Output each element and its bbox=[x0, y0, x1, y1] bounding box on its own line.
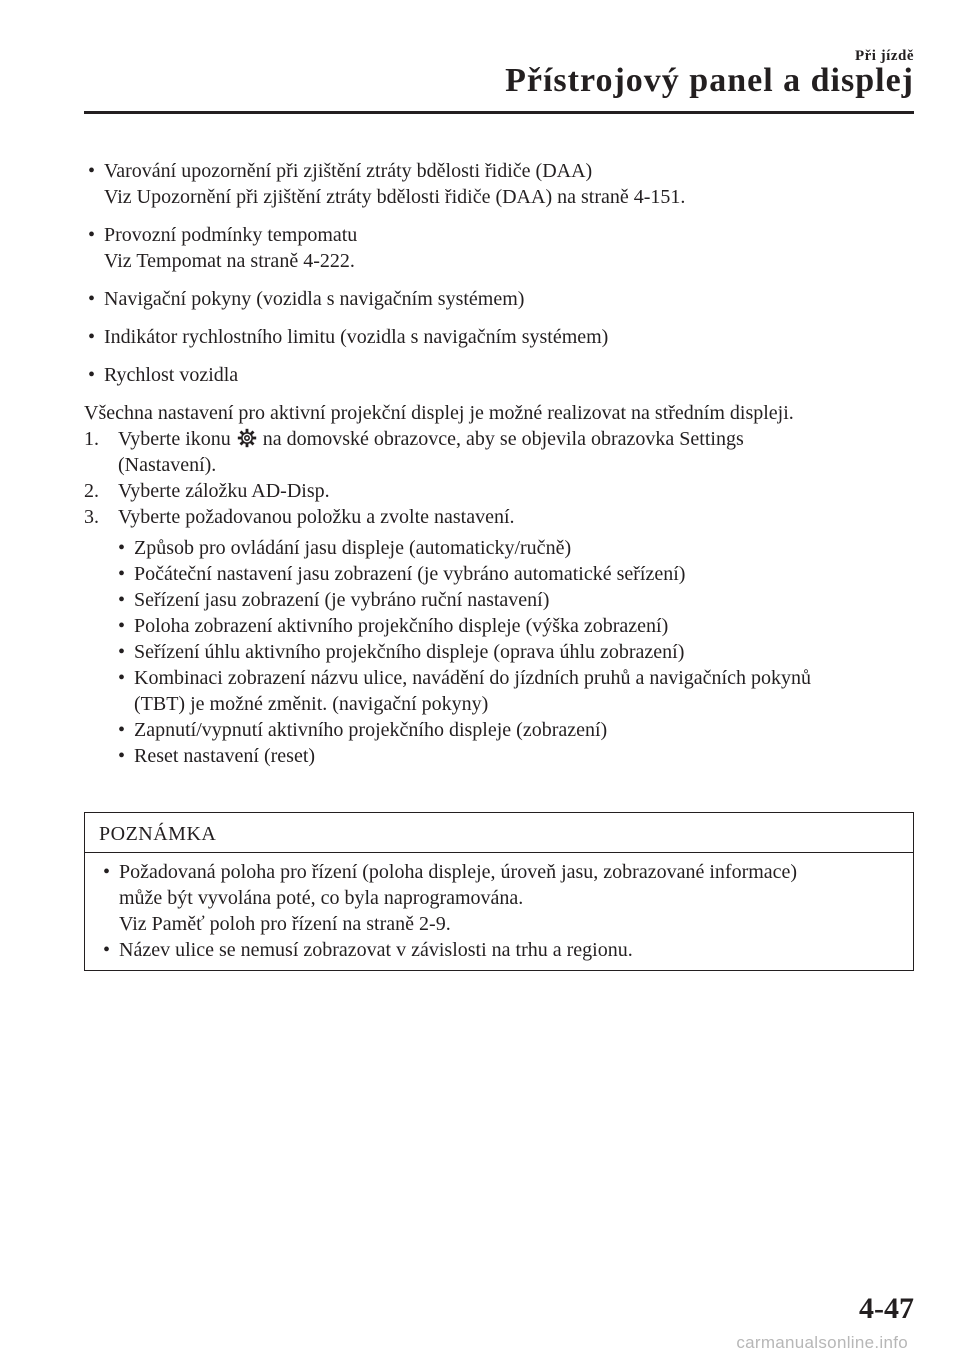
bullet-dot: • bbox=[88, 326, 96, 348]
note-text-line2: může být vyvolána poté, co byla naprogramována. bbox=[119, 887, 524, 909]
list-item bbox=[84, 324, 914, 350]
bullet-dot: • bbox=[118, 537, 126, 559]
note-cross-reference: Viz Paměť poloh pro řízení na straně 2-9. bbox=[119, 913, 451, 935]
option-item bbox=[114, 717, 914, 743]
option-item bbox=[114, 587, 914, 613]
bullet-dot: • bbox=[88, 160, 96, 182]
header-rule bbox=[84, 111, 914, 114]
cross-reference: Viz Upozornění při zjištění ztráty bdělosti řidiče (DAA) na straně 4-151. bbox=[104, 186, 686, 208]
list-item bbox=[84, 286, 914, 312]
option-text-line2: (TBT) je možné změnit. (navigační pokyny) bbox=[134, 693, 489, 715]
option-text: Počáteční nastavení jasu zobrazení (je vybráno automatické seřízení) bbox=[134, 563, 686, 585]
step-item bbox=[84, 504, 914, 530]
bullet-dot: • bbox=[118, 563, 126, 585]
main-content bbox=[84, 158, 914, 769]
step-text-before-icon: Vyberte ikonu bbox=[118, 428, 231, 450]
settings-gear-icon bbox=[237, 428, 257, 448]
step-text-after-icon: na domovské obrazovce, aby se objevila obrazovka Settings bbox=[262, 428, 744, 450]
step-text-line2: (Nastavení). bbox=[118, 454, 217, 476]
intro-paragraph: Všechna nastavení pro aktivní projekční displej je možné realizovat na středním displeji. bbox=[84, 402, 794, 424]
note-text: Požadovaná poloha pro řízení (poloha displeje, úroveň jasu, zobrazované informace) bbox=[119, 861, 798, 883]
option-item bbox=[114, 613, 914, 639]
list-item bbox=[84, 222, 914, 274]
bullet-dot: • bbox=[118, 667, 126, 689]
option-item bbox=[114, 535, 914, 561]
list-item-text: Varování upozornění při zjištění ztráty bdělosti řidiče (DAA) bbox=[104, 160, 593, 182]
option-item bbox=[114, 639, 914, 665]
note-text: Název ulice se nemusí zobrazovat v závislosti na trhu a regionu. bbox=[119, 939, 633, 961]
list-item bbox=[84, 362, 914, 388]
bullet-dot: • bbox=[118, 745, 126, 767]
note-title: POZNÁMKA bbox=[85, 813, 913, 853]
option-text: Seřízení jasu zobrazení (je vybráno ruční nastavení) bbox=[134, 589, 550, 611]
step-text: Vyberte požadovanou položku a zvolte nastavení. bbox=[118, 506, 515, 528]
list-item-text: Provozní podmínky tempomatu bbox=[104, 224, 358, 246]
list-item-text: Indikátor rychlostního limitu (vozidla s navigačním systémem) bbox=[104, 326, 609, 348]
bullet-dot: • bbox=[118, 589, 126, 611]
step-number: 1. bbox=[84, 428, 99, 450]
cross-reference: Viz Tempomat na straně 4-222. bbox=[104, 250, 355, 272]
step-number: 3. bbox=[84, 506, 99, 528]
step-item bbox=[84, 426, 914, 478]
step-text: Vyberte záložku AD-Disp. bbox=[118, 480, 330, 502]
bullet-dot: • bbox=[88, 288, 96, 310]
list-item-text: Rychlost vozidla bbox=[104, 364, 239, 386]
note-item bbox=[99, 859, 899, 937]
bullet-dot: • bbox=[103, 861, 111, 883]
note-box bbox=[84, 812, 914, 971]
option-text: Způsob pro ovládání jasu displeje (automaticky/ručně) bbox=[134, 537, 572, 559]
list-item bbox=[84, 158, 914, 210]
section-label: Při jízdě bbox=[854, 48, 914, 64]
bullet-dot: • bbox=[103, 939, 111, 961]
bullet-dot: • bbox=[88, 364, 96, 386]
settings-options-list bbox=[114, 535, 914, 769]
watermark: carmanualsonline.info bbox=[736, 1333, 908, 1352]
option-item bbox=[114, 665, 914, 717]
option-text: Poloha zobrazení aktivního projekčního displeje (výška zobrazení) bbox=[134, 615, 669, 637]
list-item-text: Navigační pokyny (vozidla s navigačním systémem) bbox=[104, 288, 525, 310]
option-item bbox=[114, 561, 914, 587]
option-text: Kombinaci zobrazení názvu ulice, navádění do jízdních pruhů a navigačních pokynů bbox=[134, 667, 811, 689]
note-body bbox=[85, 853, 913, 963]
step-number: 2. bbox=[84, 480, 99, 502]
note-item bbox=[99, 937, 899, 963]
option-text: Reset nastavení (reset) bbox=[134, 745, 316, 767]
bullet-dot: • bbox=[118, 615, 126, 637]
option-item bbox=[114, 743, 914, 769]
page-number: 4-47 bbox=[859, 1292, 914, 1325]
bullet-dot: • bbox=[118, 719, 126, 741]
page-title: Přístrojový panel a displej bbox=[505, 62, 914, 99]
option-text: Zapnutí/vypnutí aktivního projekčního displeje (zobrazení) bbox=[134, 719, 608, 741]
bullet-dot: • bbox=[118, 641, 126, 663]
option-text: Seřízení úhlu aktivního projekčního displeje (oprava úhlu zobrazení) bbox=[134, 641, 685, 663]
step-item bbox=[84, 478, 914, 504]
bullet-dot: • bbox=[88, 224, 96, 246]
